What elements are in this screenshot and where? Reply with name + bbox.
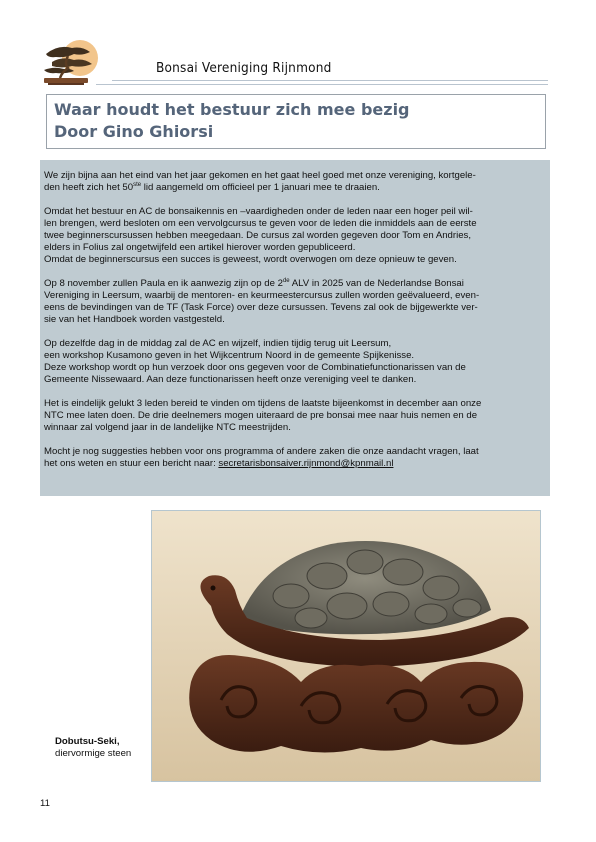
bonsai-logo	[38, 38, 102, 86]
text-line: elders in Folius zal ongetwijfeld een artikel hierover worden gepubliceerd.	[44, 242, 356, 253]
article-body	[40, 160, 550, 496]
text-line: NTC mee laten doen. De drie deelnemers mogen uiteraard de pre bonsai mee naar huis nemen en de	[44, 410, 478, 421]
text-line: eens de bevindingen van de TF (Task Force) over deze cursussen. Tevens zal ook de bijgewerkte ver-	[44, 302, 478, 313]
caption-subtitle: diervormige steen	[55, 748, 132, 759]
paragraph	[44, 398, 542, 434]
article-title: Waar houdt het bestuur zich mee bezig	[54, 100, 410, 119]
text-line: ALV in 2025 van de Nederlandse Bonsai	[289, 278, 464, 289]
text-line: Op dezelfde dag in de middag zal de AC en wijzelf, indien tijdig terug uit Leersum,	[44, 338, 392, 349]
text-line: Deze workshop wordt op hun verzoek door ons gegeven voor de Combinatiefunctionarissen van de	[44, 362, 466, 373]
email-link[interactable]: secretarisbonsaiver.rijnmond@kpnmail.nl	[218, 458, 394, 469]
paragraph	[44, 170, 542, 194]
paragraph	[44, 338, 542, 386]
paragraph	[44, 446, 542, 470]
superscript: ste	[133, 181, 142, 188]
text-line: len brengen, werd besloten om een vervolgcursus te geven voor de leden die inmiddels aan de eerste	[44, 218, 477, 229]
text-line: den heeft zich het 50	[44, 182, 134, 193]
text-line: twee beginnerscursussen hebben meegedaan. De cursus zal worden gegeven door Tom en Andries,	[44, 230, 472, 241]
text-line: Mocht je nog suggesties hebben voor ons programma of andere zaken die onze aandacht vragen, laat	[44, 446, 479, 457]
text-line: Omdat het bestuur en AC de bonsaikennis en –vaardigheden onder de leden naar een hoger peil wil-	[44, 206, 473, 217]
paragraph	[44, 206, 542, 266]
text-line: sie van het Handboek worden vastgesteld.	[44, 314, 225, 325]
stone-photo	[151, 510, 541, 782]
caption-title: Dobutsu-Seki,	[55, 736, 120, 747]
club-name: Bonsai Vereniging Rijnmond	[156, 60, 332, 76]
text-line: het ons weten en stuur een bericht naar:	[44, 458, 219, 469]
photo-caption	[55, 736, 131, 760]
superscript: de	[282, 277, 290, 284]
paragraph	[44, 278, 542, 326]
text-line: Omdat de beginnerscursus een succes is geweest, wordt overwogen om deze opnieuw te geven.	[44, 254, 457, 265]
text-line: winnaar zal volgend jaar in de landelijke NTC meestrijden.	[44, 422, 291, 433]
text-line: lid aangemeld om officieel per 1 januari mee te draaien.	[141, 182, 380, 193]
text-line: Op 8 november zullen Paula en ik aanwezig zijn op de 2	[44, 278, 283, 289]
text-line: We zijn bijna aan het eind van het jaar gekomen en het gaat heel goed met onze vereniging, kortgele-	[44, 170, 476, 181]
text-line: een workshop Kusamono geven in het Wijkcentrum Noord in de gemeente Spijkenisse.	[44, 350, 415, 361]
page-number: 11	[40, 798, 50, 809]
article-title-box	[46, 94, 546, 149]
text-line: Het is eindelijk gelukt 3 leden bereid te vinden om tijdens de laatste bijeenkomst in december aan onze	[44, 398, 482, 409]
article-author: Door Gino Ghiorsi	[54, 122, 214, 141]
text-line: Gemeente Nissewaard. Aan deze functionarissen heeft onze vereniging veel te danken.	[44, 374, 417, 385]
header-rule	[112, 80, 548, 81]
header-rule	[96, 84, 548, 85]
text-line: Vereniging in Leersum, waarbij de mentoren- en keurmeestercursus zullen worden geëvalueerd, even-	[44, 290, 480, 301]
